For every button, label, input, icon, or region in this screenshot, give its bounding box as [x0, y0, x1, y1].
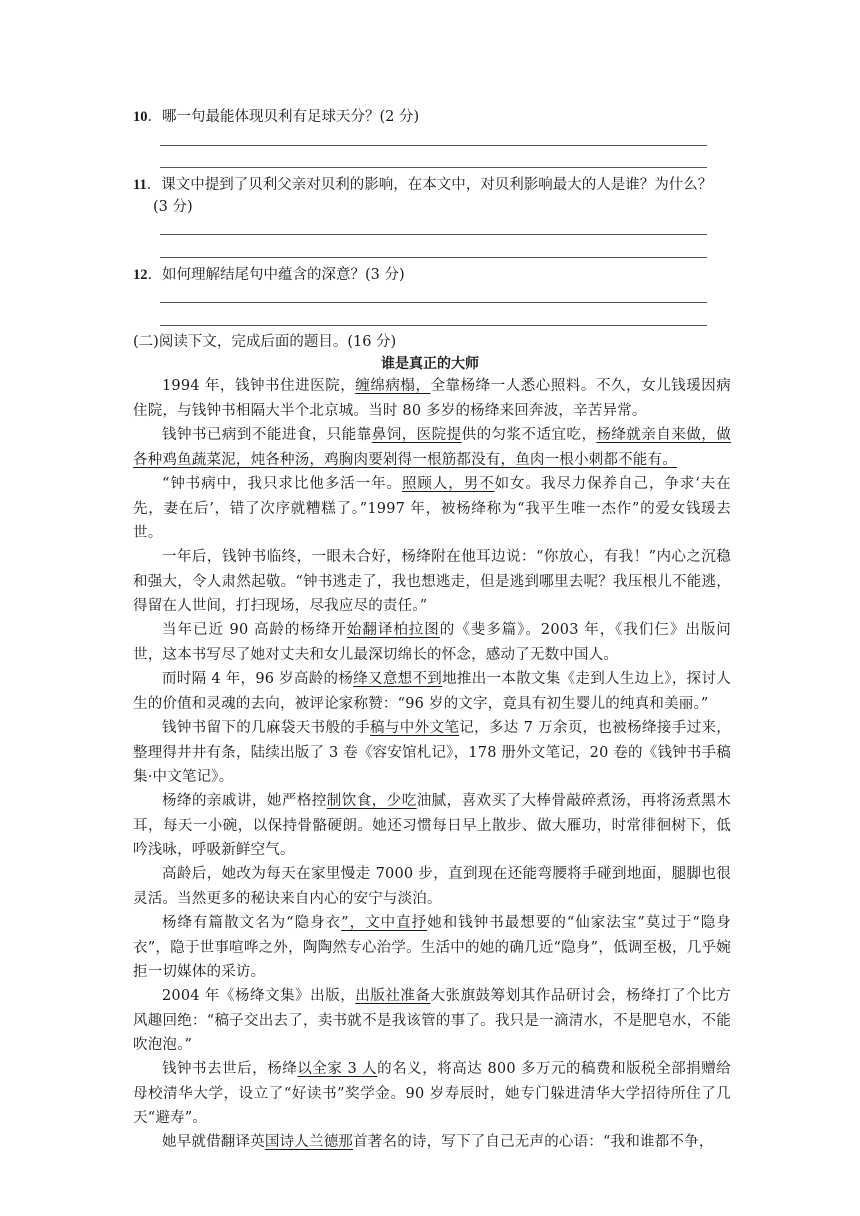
underlined-text: 缠绵病榻，	[355, 378, 431, 394]
paragraph-8: 杨绛的亲戚讲，她严格控制饮食，少吃油腻，喜欢买了大棒骨敲碎煮汤，再将汤煮黑木耳，每天一小碗，以保持骨骼硬朗。她还习惯每日早上散步、做大雁功，时常徘徊树下，低吟浅咏，呼吸新鲜空气。	[133, 793, 732, 858]
underlined-text: ”，文中直抒	[341, 915, 428, 931]
underlined-text: 制饮食，少吃	[326, 793, 417, 809]
answer-line[interactable]	[160, 234, 707, 235]
answer-line[interactable]	[160, 167, 707, 168]
underlined-text: 稿与中外文笔	[370, 720, 460, 736]
underlined-text: 照顾人，男不	[401, 476, 495, 492]
paragraph-12: 钱钟书去世后，杨绛以全家 3 人的名义，将高达 800 多万元的稿费和版税全部捐赠给母校清华大学，设立了“好读书”奖学金。90 岁寿辰时，她专门躲进清华大学招待所住了几天“避寿”。	[133, 1061, 732, 1126]
question-text: ．课文中提到了贝利父亲对贝利的影响，在本文中，对贝利影响最大的人是谁？为什么？	[146, 177, 713, 193]
paragraph-6: 而时隔 4 年，96 岁高龄的杨绛又意想不到地推出一本散文集《走到人生边上》，探讨人生的价值和灵魂的去向，被评论家称赞：“96 岁的文字，竟具有初生婴儿的纯真和美丽。”	[133, 671, 732, 712]
question-12	[133, 264, 733, 286]
paragraph-4: 一年后，钱钟书临终，一眼未合好，杨绛附在他耳边说：“你放心，有我！”内心之沉稳和强大，令人肃然起敬。“钟书逃走了，我也想逃走，但是逃到哪里去呢？我压根儿不能逃，得留在人世间，打扫现场，尽我应尽的责任。”	[133, 549, 731, 614]
paragraph-10: 杨绛有篇散文名为“隐身衣”，文中直抒她和钱钟书最想要的“仙家法宝”莫过于“隐身衣”，隐于世事喧哗之外，陶陶然专心治学。生活中的她的确几近“隐身”，低调至极，几乎婉拒一切媒体的采访。	[133, 915, 732, 980]
paragraph-9: 高龄后，她改为每天在家里慢走 7000 步，直到现在还能弯腰将手碰到地面，腿脚也很灵活。当然更多的秘诀来自内心的安宁与淡泊。	[133, 866, 731, 907]
underlined-text: 始翻译柏拉图	[346, 622, 440, 638]
question-text: ．哪一句最能体现贝利有足球天分？(2 分)	[147, 109, 420, 125]
question-number: 10	[133, 109, 148, 125]
question-number: 11	[133, 177, 147, 193]
answer-line[interactable]	[160, 325, 707, 326]
section-heading: (二)阅读下文，完成后面的题目。(16 分)	[133, 334, 397, 350]
paragraph-1: 1994 年，钱钟书住进医院，缠绵病榻，全靠杨绛一人悉心照料。不久，女儿钱瑗因病住院，与钱钟书相隔大半个北京城。当时 80 多岁的杨绛来回奔波，辛苦异常。	[133, 378, 732, 419]
paragraph-5: 当年已近 90 高龄的杨绛开始翻译柏拉图的《斐多篇》。2003 年，《我们仨》出版问世，这本书写尽了她对丈夫和女儿最深切绵长的怀念，感动了无数中国人。	[133, 622, 732, 663]
underlined-text: 国诗人兰德那	[264, 1134, 354, 1150]
underlined-text: 以全家 3 人	[297, 1061, 378, 1077]
question-10	[133, 106, 733, 128]
paragraph-13: 她早就借翻译英国诗人兰德那首著名的诗，写下了自己无声的心语：“我和谁都不争，	[162, 1134, 714, 1150]
question-text: ．如何理解结尾句中蕴含的深意？(3 分)	[147, 267, 405, 283]
paragraph-3: “钟书病中，我只求比他多活一年。照顾人，男不如女。我尽力保养自己，争求‘夫在先，妻在后’，错了次序就糟糕了。”1997 年，被杨绛称为“我平生唯一杰作”的爱女钱瑗去世。	[133, 476, 731, 541]
answer-line[interactable]	[160, 145, 707, 146]
underlined-text: 绛又意想不到	[353, 671, 443, 687]
paragraph-2: 钱钟书已病到不能进食，只能靠鼻饲，医院提供的匀浆不适宜吃，杨绛就亲自来做，做各种鸡鱼蔬菜泥，炖各种汤，鸡胸肉要剁得一根筋都没有，鱼肉一根小刺都不能有。	[133, 427, 731, 468]
paragraph-11: 2004 年《杨绛文集》出版，出版社准备大张旗鼓筹划其作品研讨会，杨绛打了个比方风趣回绝：“稿子交出去了，卖书就不是我该管的事了。我只是一滴清水，不是肥皂水，不能吹泡泡。”	[133, 988, 732, 1053]
underlined-text: 杨绛就亲自来做，做各种鸡鱼蔬菜泥，炖各种汤，鸡胸肉要剁得一根筋都没有，鱼肉一根小刺都不能有。	[133, 427, 731, 468]
question-number: 12	[133, 267, 148, 283]
underlined-text: 出版社准备	[355, 988, 431, 1004]
question-11	[133, 174, 733, 218]
article-title: 谁是真正的大师	[381, 356, 479, 372]
answer-line[interactable]	[160, 302, 707, 303]
question-points: (3 分)	[153, 199, 193, 215]
paragraph-7: 钱钟书留下的几麻袋天书般的手稿与中外文笔记，多达 7 万余页，也被杨绛接手过来，整理得井井有条，陆续出版了 3 卷《容安馆札记》，178 册外文笔记，20 卷的《钱钟书手稿集·中文笔记》。	[133, 720, 731, 785]
answer-line[interactable]	[160, 257, 707, 258]
underlined-text: 鼻饲，医院提	[371, 427, 462, 443]
